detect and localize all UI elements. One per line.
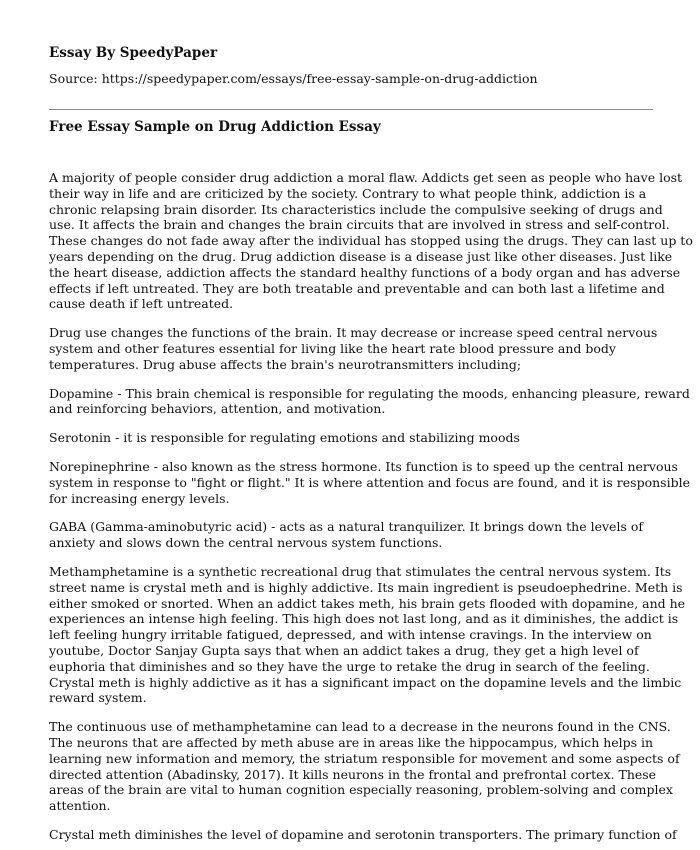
body-paragraph [49, 563, 686, 706]
paragraph-line: Crystal meth diminishes the level of dopamine and serotonin transporters. The primary function of [49, 826, 677, 842]
body-paragraph [49, 325, 658, 372]
paragraph-line: Drug use changes the functions of the brain. It may decrease or increase speed central nervous [49, 325, 658, 341]
body-paragraph [49, 430, 653, 446]
essay-title: Free Essay Sample on Drug Addiction Essay [49, 119, 381, 135]
paragraph-line: Crystal meth is highly addictive as it has a significant impact on the dopamine levels and the limbic [49, 674, 682, 690]
paragraph-line: Dopamine - This brain chemical is responsible for regulating the moods, enhancing pleasure, reward [49, 385, 690, 401]
paragraph-line: anxiety and slows down the central nervous system functions. [49, 535, 443, 551]
paragraph-line: learning new information and memory, the striatum responsible for movement and some aspects of [49, 750, 680, 766]
paragraph-line: attention. [49, 798, 111, 814]
essay-author-heading: Essay By SpeedyPaper [49, 45, 218, 61]
paragraph-line: GABA (Gamma-aminobutyric acid) - acts as a natural tranquilizer. It brings down the levels of [49, 519, 643, 535]
body-paragraph [49, 170, 693, 312]
body-paragraph [49, 719, 680, 814]
paragraph-line: reward system. [49, 690, 147, 706]
divider-rule [49, 109, 653, 110]
paragraph-line: street name is crystal meth and is highly addictive. Its main ingredient is pseudoephedrine. Meth is [49, 579, 683, 595]
paragraph-line: youtube, Doctor Sanjay Gupta says that when an addict takes a drug, they get a high level of [49, 642, 639, 658]
paragraph-line: effects if left untreated. They are both treatable and preventable and can both last a lifetime and [49, 280, 665, 296]
body-paragraph [49, 385, 690, 418]
paragraph-line: euphoria that diminishes and so they have the urge to retake the drug in search of the feeling. [49, 658, 650, 674]
paragraph-line: years depending on the drug. Drug addiction disease is a disease just like other diseases. Just like [49, 248, 673, 264]
paragraph-line: Norepinephrine - also known as the stress hormone. Its function is to speed up the central nervous [49, 458, 678, 474]
paragraph-line: either smoked or snorted. When an addict takes meth, his brain gets flooded with dopamine, and he [49, 595, 686, 611]
paragraph-line: for increasing energy levels. [49, 490, 230, 506]
body-paragraph [49, 826, 677, 843]
paragraph-line: These changes do not fade away after the individual has stopped using the drugs. They can last up to [49, 233, 693, 249]
essay-body [49, 170, 693, 850]
paragraph-line: temperatures. Drug abuse affects the brain's neurotransmitters including; [49, 356, 522, 372]
paragraph-line: Methamphetamine is a synthetic recreational drug that stimulates the central nervous system. Its [49, 563, 672, 579]
paragraph-line: cause death if left untreated. [49, 296, 234, 312]
paragraph-line: and reinforcing behaviors, attention, and motivation. [49, 401, 386, 417]
paragraph-line: system and other features essential for living like the heart rate blood pressure and body [49, 340, 616, 356]
paragraph-line: experiences an intense high feeling. This high does not last long, and as it diminishes, the addict is [49, 611, 679, 627]
paragraph-line: left feeling hungry irritable fatigued, depressed, and with intense cravings. In the interview on [49, 627, 652, 643]
paragraph-line: A majority of people consider drug addiction a moral flaw. Addicts get seen as people who have lost [49, 170, 683, 185]
body-paragraph [49, 458, 690, 506]
paragraph-line: system in response to "fight or flight." It is where attention and focus are found, and it is responsible [49, 474, 690, 490]
paragraph-line: directed attention (Abadinsky, 2017). It kills neurons in the frontal and prefrontal cortex. These [49, 766, 657, 782]
paragraph-line: The neurons that are affected by meth abuse are in areas like the hippocampus, which helps in [49, 734, 654, 750]
paragraph-line: use. It affects the brain and changes the brain circuits that are involved in stress and self-control. [49, 217, 670, 233]
paragraph-line: the heart disease, addiction affects the standard healthy functions of a body organ and has adverse [49, 264, 681, 280]
paragraph-line: chronic relapsing brain disorder. Its characteristics include the compulsive seeking of drugs and [49, 201, 663, 217]
paragraph-line: Serotonin - it is responsible for regulating emotions and stabilizing moods [49, 430, 520, 446]
body-paragraph [49, 519, 653, 551]
paragraph-line: areas of the brain are vital to human cognition especially reasoning, problem-solving and complex [49, 782, 673, 798]
paragraph-line: The continuous use of methamphetamine can lead to a decrease in the neurons found in the CNS. [49, 719, 671, 735]
paragraph-line: their way in life and are criticized by the society. Contrary to what people think, addiction is a [49, 185, 647, 201]
source-line: Source: https://speedypaper.com/essays/free-essay-sample-on-drug-addiction [49, 71, 538, 86]
